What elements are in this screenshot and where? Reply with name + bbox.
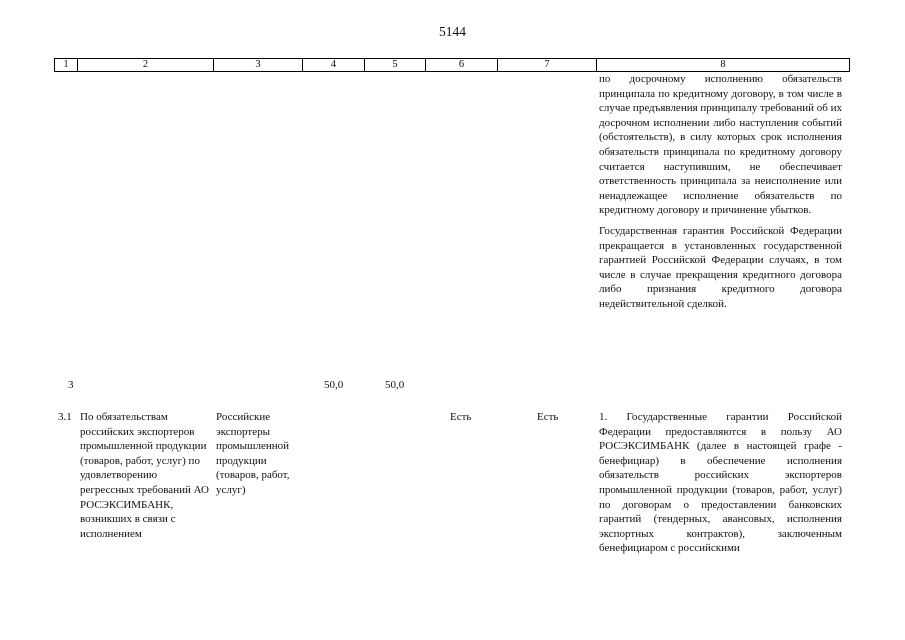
row-3-1-description: По обязательствам российских экспортеров промышленной продукции (товаров, работ, услуг) по удовлетворению регрессных требований АО РОСЭКСИМБАНК, возникших в связи с исполнением [80,411,209,540]
continuation-paragraph-1: по досрочному исполнению обязательств принципала по кредитному договору, в том числе в случае предъявления принципалу требований об их досрочном исполнении либо наступления событий (обстоятельств), в силу которых срок исполнения обязательств принципала по кредитному договору считается наступившим, не обеспечивает ответственность принципала за неисполнение или ненадлежащее исполнение обязательств по кредитному договору и причинение убытков. [599,73,842,217]
header-col-8: 8 [596,58,850,72]
row-3-1-col6-value: Есть [450,411,472,423]
row-3-col5-value: 50,0 [385,379,405,391]
header-col-7: 7 [497,58,597,72]
row-3-1-number: 3.1 [58,411,72,423]
header-col-1: 1 [54,58,78,72]
row-3-1-recipients: Российские экспортеры промышленной продукции (товаров, работ, услуг) [216,411,290,496]
page-number: 5144 [439,24,466,39]
header-col-3: 3 [213,58,303,72]
row-3-1-conditions: 1. Государственные гарантии Российской Федерации предоставляются в пользу АО РОСЭКСИМБАНК (далее в настоящей графе - бенефициар) в обеспечение исполнения обязательств российских экспортеров промышленной продукции (товаров, работ, услуг) по договорам о предоставлении банковских гарантий (тендерных, авансовых, исполнения экспортных контрактов), заключенным бенефициаром с российскими [599,411,842,555]
header-col-4: 4 [302,58,365,72]
continuation-paragraph-2: Государственная гарантия Российской Федерации прекращается в установленных государственной гарантией Российской Федерации случаях, в том числе в случае прекращения кредитного договора либо признания кредитного договора недействительной сделкой. [599,224,842,310]
header-col-2: 2 [77,58,214,72]
row-3-1-col7-value: Есть [537,411,559,423]
row-3-col4-value: 50,0 [324,379,344,391]
row-3-number: 3 [68,379,74,391]
continuation-column-8 [599,72,842,312]
header-col-5: 5 [364,58,426,72]
header-col-6: 6 [425,58,498,72]
